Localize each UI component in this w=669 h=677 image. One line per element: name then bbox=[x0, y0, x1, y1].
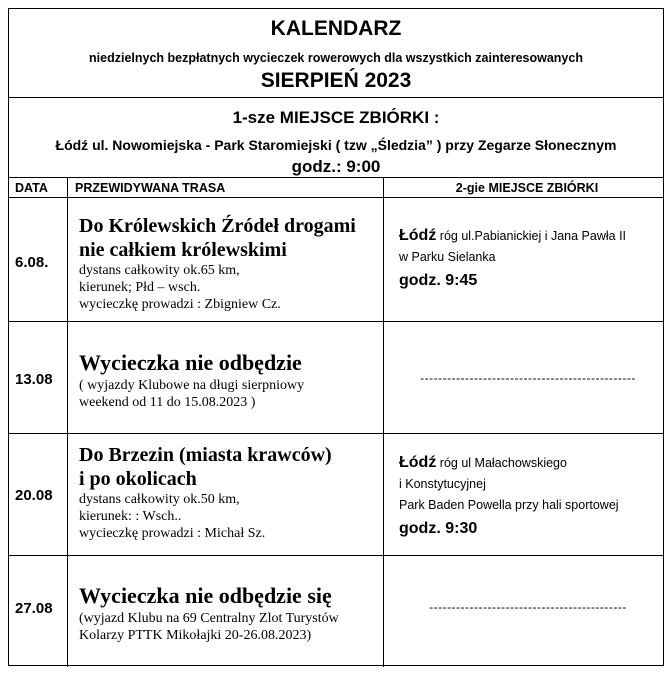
route-cell bbox=[79, 214, 384, 313]
divider bbox=[9, 177, 663, 178]
route-title: nie całkiem królewskimi bbox=[79, 239, 287, 261]
row-divider bbox=[9, 433, 663, 434]
calendar-month: SIERPIEŃ 2023 bbox=[260, 69, 412, 92]
row-date: 27.08 bbox=[15, 600, 53, 617]
row-date: 20.08 bbox=[15, 487, 53, 504]
route-cell bbox=[79, 582, 384, 644]
divider bbox=[9, 197, 663, 198]
route-detail: Kolarzy PTTK Mikołajki 20-26.08.2023) bbox=[79, 628, 312, 643]
calendar-table bbox=[8, 8, 664, 666]
route-detail: wycieczkę prowadzi : Michał Sz. bbox=[79, 526, 266, 541]
meeting-point-1-address: Łódź ul. Nowomiejska - Park Staromiejski ( tzw „Śledzia” ) przy Zegarze Słonecznym bbox=[55, 137, 617, 153]
divider bbox=[9, 97, 663, 98]
mp2-address: róg ul.Pabianickiej i Jana Pawła II bbox=[436, 229, 627, 243]
row-date: 13.08 bbox=[15, 371, 53, 388]
meeting-point-2-cell bbox=[391, 452, 663, 539]
mp2-time: godz. 9:45 bbox=[399, 272, 478, 289]
route-detail: dystans całkowity ok.50 km, bbox=[79, 492, 240, 507]
column-header-route: PRZEWIDYWANA TRASA bbox=[75, 181, 226, 195]
mp2-address: i Konstytucyjnej bbox=[399, 477, 486, 491]
mp2-address: róg ul Małachowskiego bbox=[436, 456, 567, 470]
route-detail: (wyjazd Klubu na 69 Centralny Zlot Turystów bbox=[79, 611, 339, 626]
calendar-title: KALENDARZ bbox=[270, 17, 402, 40]
route-detail: kierunek: : Wsch.. bbox=[79, 509, 182, 524]
row-divider bbox=[9, 321, 663, 322]
route-cell bbox=[79, 349, 384, 411]
meeting-point-2-cell bbox=[391, 225, 663, 291]
route-title: Wycieczka nie odbędzie bbox=[79, 350, 302, 375]
mp2-empty: ------------------------------------------------ bbox=[420, 371, 636, 385]
meeting-point-1-time: godz.: 9:00 bbox=[291, 157, 381, 176]
meeting-point-1-heading: 1-sze MIEJSCE ZBIÓRKI : bbox=[232, 108, 440, 127]
route-title: Do Brzezin (miasta krawców) bbox=[79, 444, 332, 466]
route-detail: wycieczkę prowadzi : Zbigniew Cz. bbox=[79, 297, 281, 312]
calendar-subtitle: niedzielnych bezpłatnych wycieczek rowerowych dla wszystkich zainteresowanych bbox=[89, 51, 583, 65]
route-detail: dystans całkowity ok.65 km, bbox=[79, 263, 240, 278]
column-header-date: DATA bbox=[15, 181, 48, 195]
mp2-empty: -------------------------------------------- bbox=[429, 600, 627, 614]
column-header-meeting-point-2: 2-gie MIEJSCE ZBIÓRKI bbox=[455, 181, 599, 195]
mp2-city: Łódź bbox=[399, 227, 437, 244]
route-title: i po okolicach bbox=[79, 468, 197, 490]
route-title: Wycieczka nie odbędzie się bbox=[79, 583, 332, 608]
route-detail: kierunek; Płd – wsch. bbox=[79, 280, 201, 295]
mp2-time: godz. 9:30 bbox=[399, 520, 478, 537]
column-divider bbox=[67, 177, 68, 667]
route-detail: ( wyjazdy Klubowe na długi sierpniowy bbox=[79, 378, 305, 393]
mp2-address: Park Baden Powella przy hali sportowej bbox=[399, 498, 619, 512]
row-divider bbox=[9, 555, 663, 556]
route-title: Do Królewskich Źródeł drogami bbox=[79, 215, 356, 237]
row-date: 6.08. bbox=[15, 254, 49, 271]
mp2-city: Łódź bbox=[399, 454, 437, 471]
route-detail: weekend od 11 do 15.08.2023 ) bbox=[79, 395, 256, 410]
mp2-address: w Parku Sielanka bbox=[399, 250, 496, 264]
route-cell bbox=[79, 443, 384, 542]
